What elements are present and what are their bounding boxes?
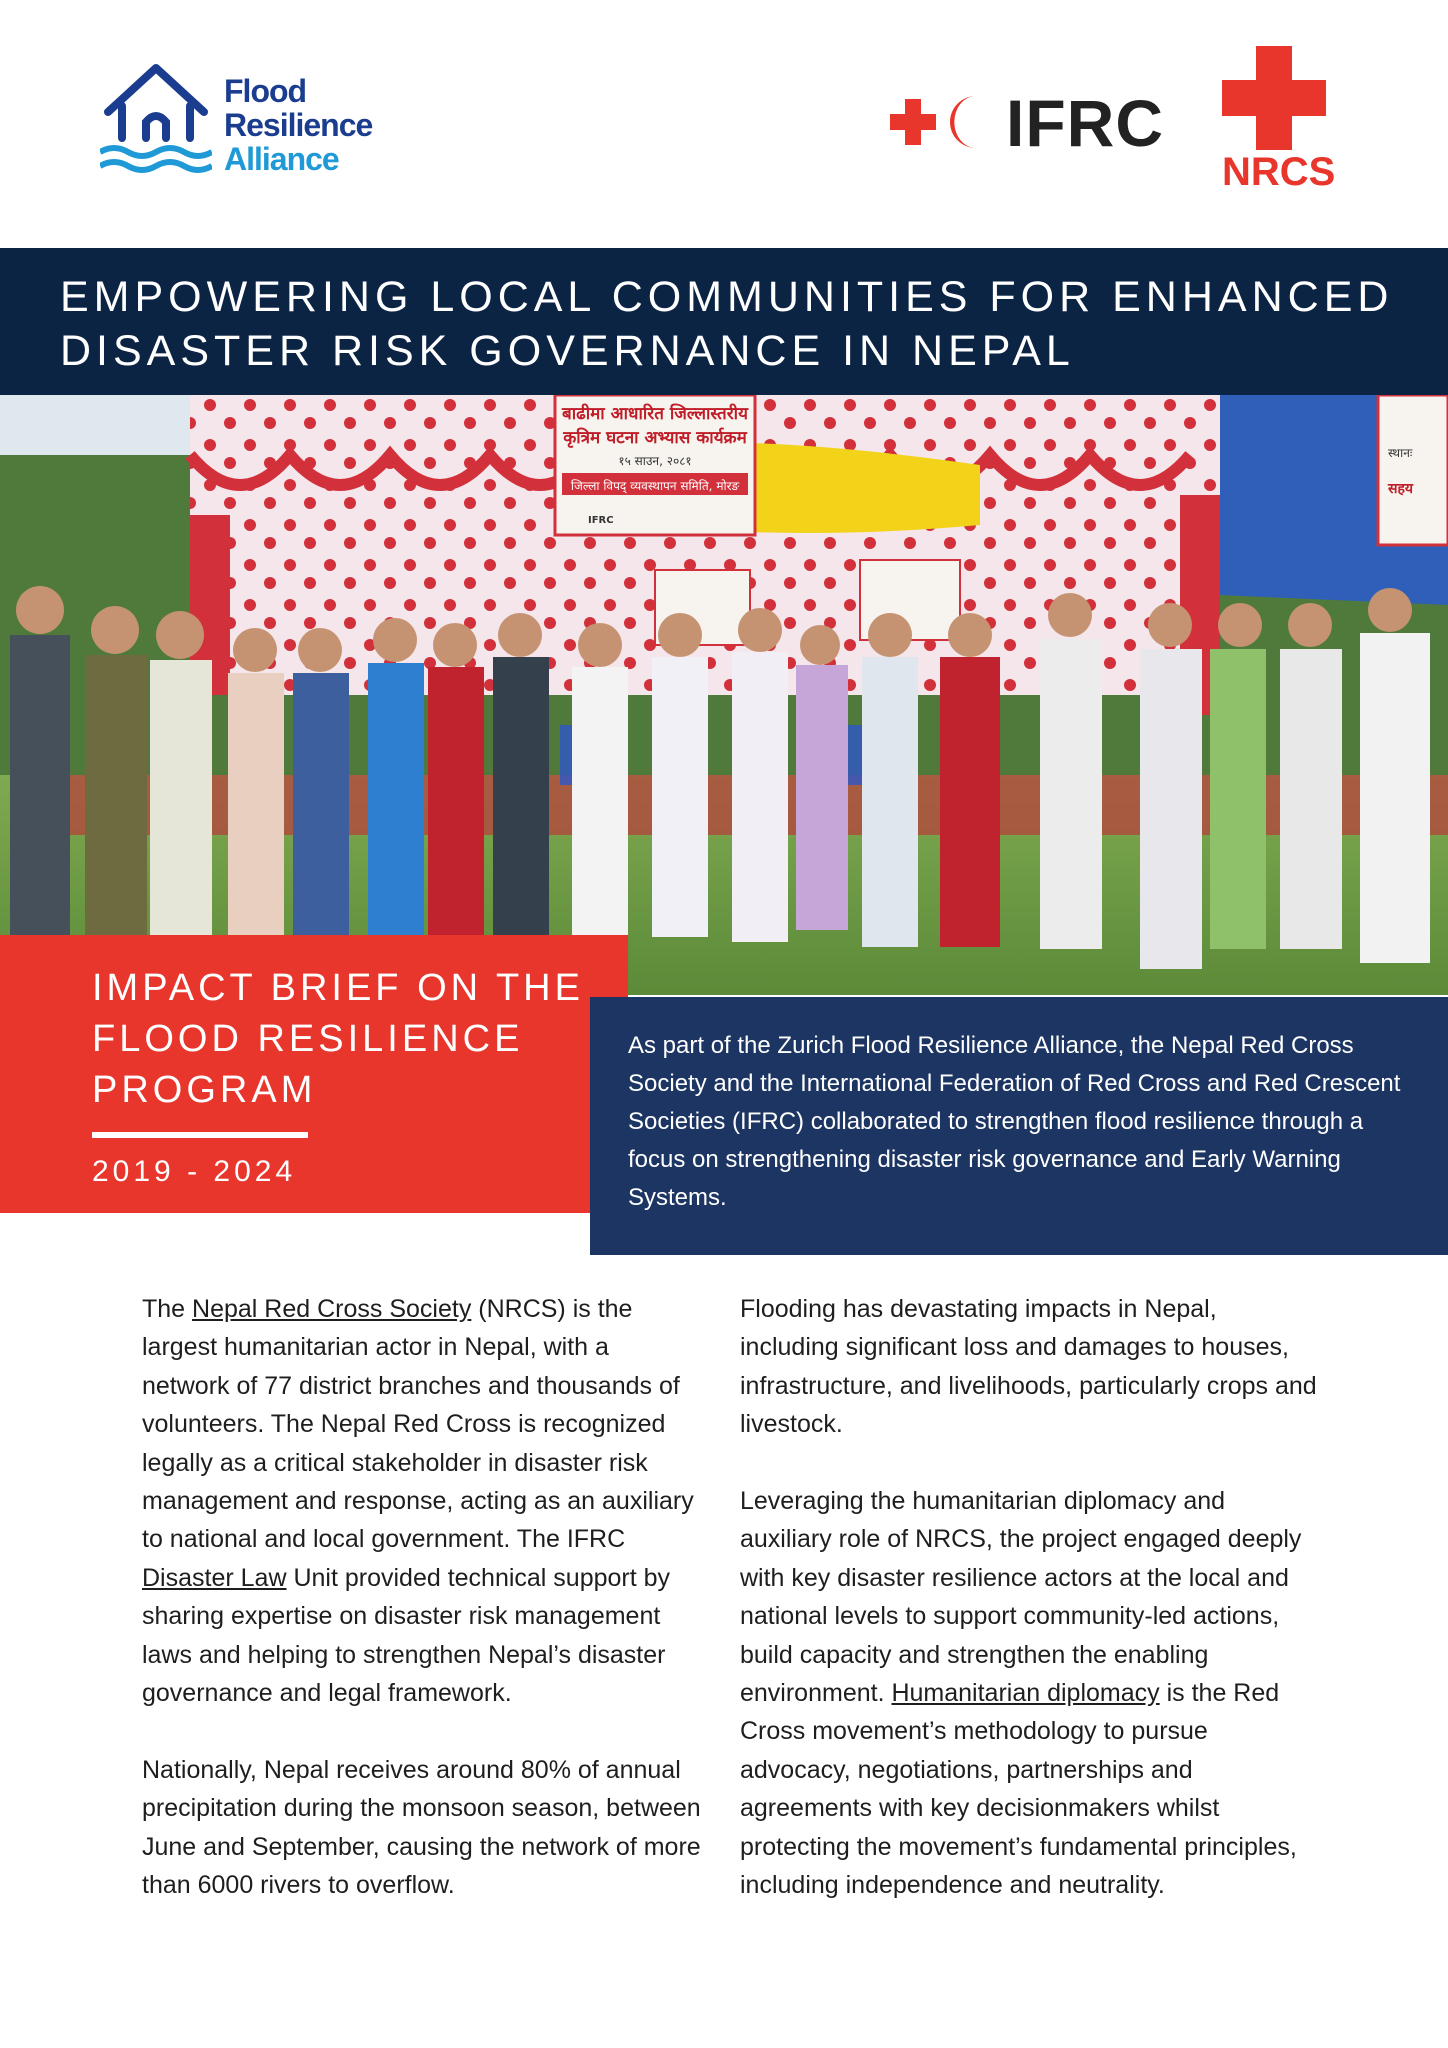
side-banner-line: स्थानः bbox=[1388, 446, 1413, 460]
impact-brief-title: IMPACT BRIEF ON THE FLOOD RESILIENCE PROGRAM bbox=[92, 967, 584, 1111]
nepal-red-cross-link[interactable]: Nepal Red Cross Society bbox=[192, 1295, 472, 1323]
flood-resilience-alliance-logo bbox=[100, 60, 380, 180]
body-column-right bbox=[740, 1290, 1320, 1943]
summary-text: As part of the Zurich Flood Resilience Alliance, the Nepal Red Cross Society and the International Federation of Red Cross and Red Crescent Societies (IFRC) collaborated to strengthen flood resilience through a focus on strengthening disaster risk governance and Early Warning Systems. bbox=[628, 1032, 1401, 1211]
body-text: is the Red Cross movement’s methodology to pursue advocacy, negotiations, partnerships and agreements with key decisionmakers whilst protecting the movement’s fundamental principles, including independence and neutrality. bbox=[740, 1679, 1297, 1900]
hero-photo bbox=[0, 395, 1448, 995]
red-cross-icon bbox=[1222, 46, 1326, 150]
body-paragraph: Nationally, Nepal receives around 80% of annual precipitation during the monsoon season, between June and September, causing the network of more than 6000 rivers to overflow. bbox=[142, 1755, 701, 1900]
disaster-law-link[interactable]: Disaster Law bbox=[142, 1563, 287, 1592]
summary-box bbox=[590, 997, 1448, 1255]
body-text: Unit provided technical support by sharing expertise on disaster risk management laws and helping to strengthen Nepal’s disaster governance and legal framework. bbox=[142, 1563, 671, 1708]
house-waves-icon bbox=[100, 60, 212, 180]
body-text: The bbox=[142, 1295, 193, 1323]
body-column-left bbox=[142, 1290, 702, 1943]
event-banner-line: कृत्रिम घटना अभ्यास कार्यक्रम bbox=[563, 428, 747, 448]
ifrc-wordmark: IFRC bbox=[1006, 86, 1164, 160]
fra-wordmark-line: Resilience bbox=[224, 107, 373, 143]
ifrc-logo bbox=[890, 88, 1170, 158]
body-paragraph bbox=[142, 1290, 702, 1712]
program-years: 2019 - 2024 bbox=[92, 1155, 297, 1188]
page-title: EMPOWERING LOCAL COMMUNITIES FOR ENHANCED DISASTER RISK GOVERNANCE IN NEPAL bbox=[60, 273, 1394, 375]
body-paragraph: Flooding has devastating impacts in Nepal, including significant loss and damages to houses, infrastructure, and livelihoods, particularly crops and livestock. bbox=[740, 1295, 1317, 1439]
body-text: (NRCS) is the largest humanitarian actor in Nepal, with a network of 77 district branches and thousands of volunteers. The Nepal Red Cross is recognized legally as a critical stakeholder in disaster risk management and response, acting as an auxiliary to national and local government. The IFRC bbox=[142, 1295, 694, 1554]
side-banner-sign bbox=[1378, 395, 1448, 545]
fra-wordmark-line: Alliance bbox=[224, 141, 339, 177]
body-paragraph bbox=[740, 1482, 1320, 1904]
impact-brief-box bbox=[0, 935, 628, 1213]
title-banner bbox=[0, 248, 1448, 395]
humanitarian-diplomacy-link[interactable]: Humanitarian diplomacy bbox=[891, 1679, 1160, 1708]
cross-crescent-icon bbox=[890, 94, 1002, 150]
nrcs-wordmark: NRCS bbox=[1222, 150, 1336, 194]
event-banner-line: बाढीमा आधारित जिल्लास्तरीय bbox=[562, 404, 748, 424]
fra-wordmark-line: Flood bbox=[224, 73, 307, 109]
impact-divider bbox=[92, 1132, 308, 1138]
side-banner-line: सहय bbox=[1388, 481, 1414, 497]
event-banner-date: १५ साउन, २०८१ bbox=[618, 454, 692, 468]
event-banner-logo: IFRC bbox=[588, 515, 614, 526]
fra-wordmark bbox=[224, 74, 372, 176]
body-text: Leveraging the humanitarian diplomacy and auxiliary role of NRCS, the project engaged deeply with key disaster resilience actors at the local and national levels to support community-led actions, build capacity and strengthen the enabling environment. bbox=[740, 1487, 1302, 1708]
nrcs-logo bbox=[1222, 46, 1336, 196]
event-banner-org: जिल्ला विपद् व्यवस्थापन समिति, मोरङ bbox=[570, 479, 740, 493]
